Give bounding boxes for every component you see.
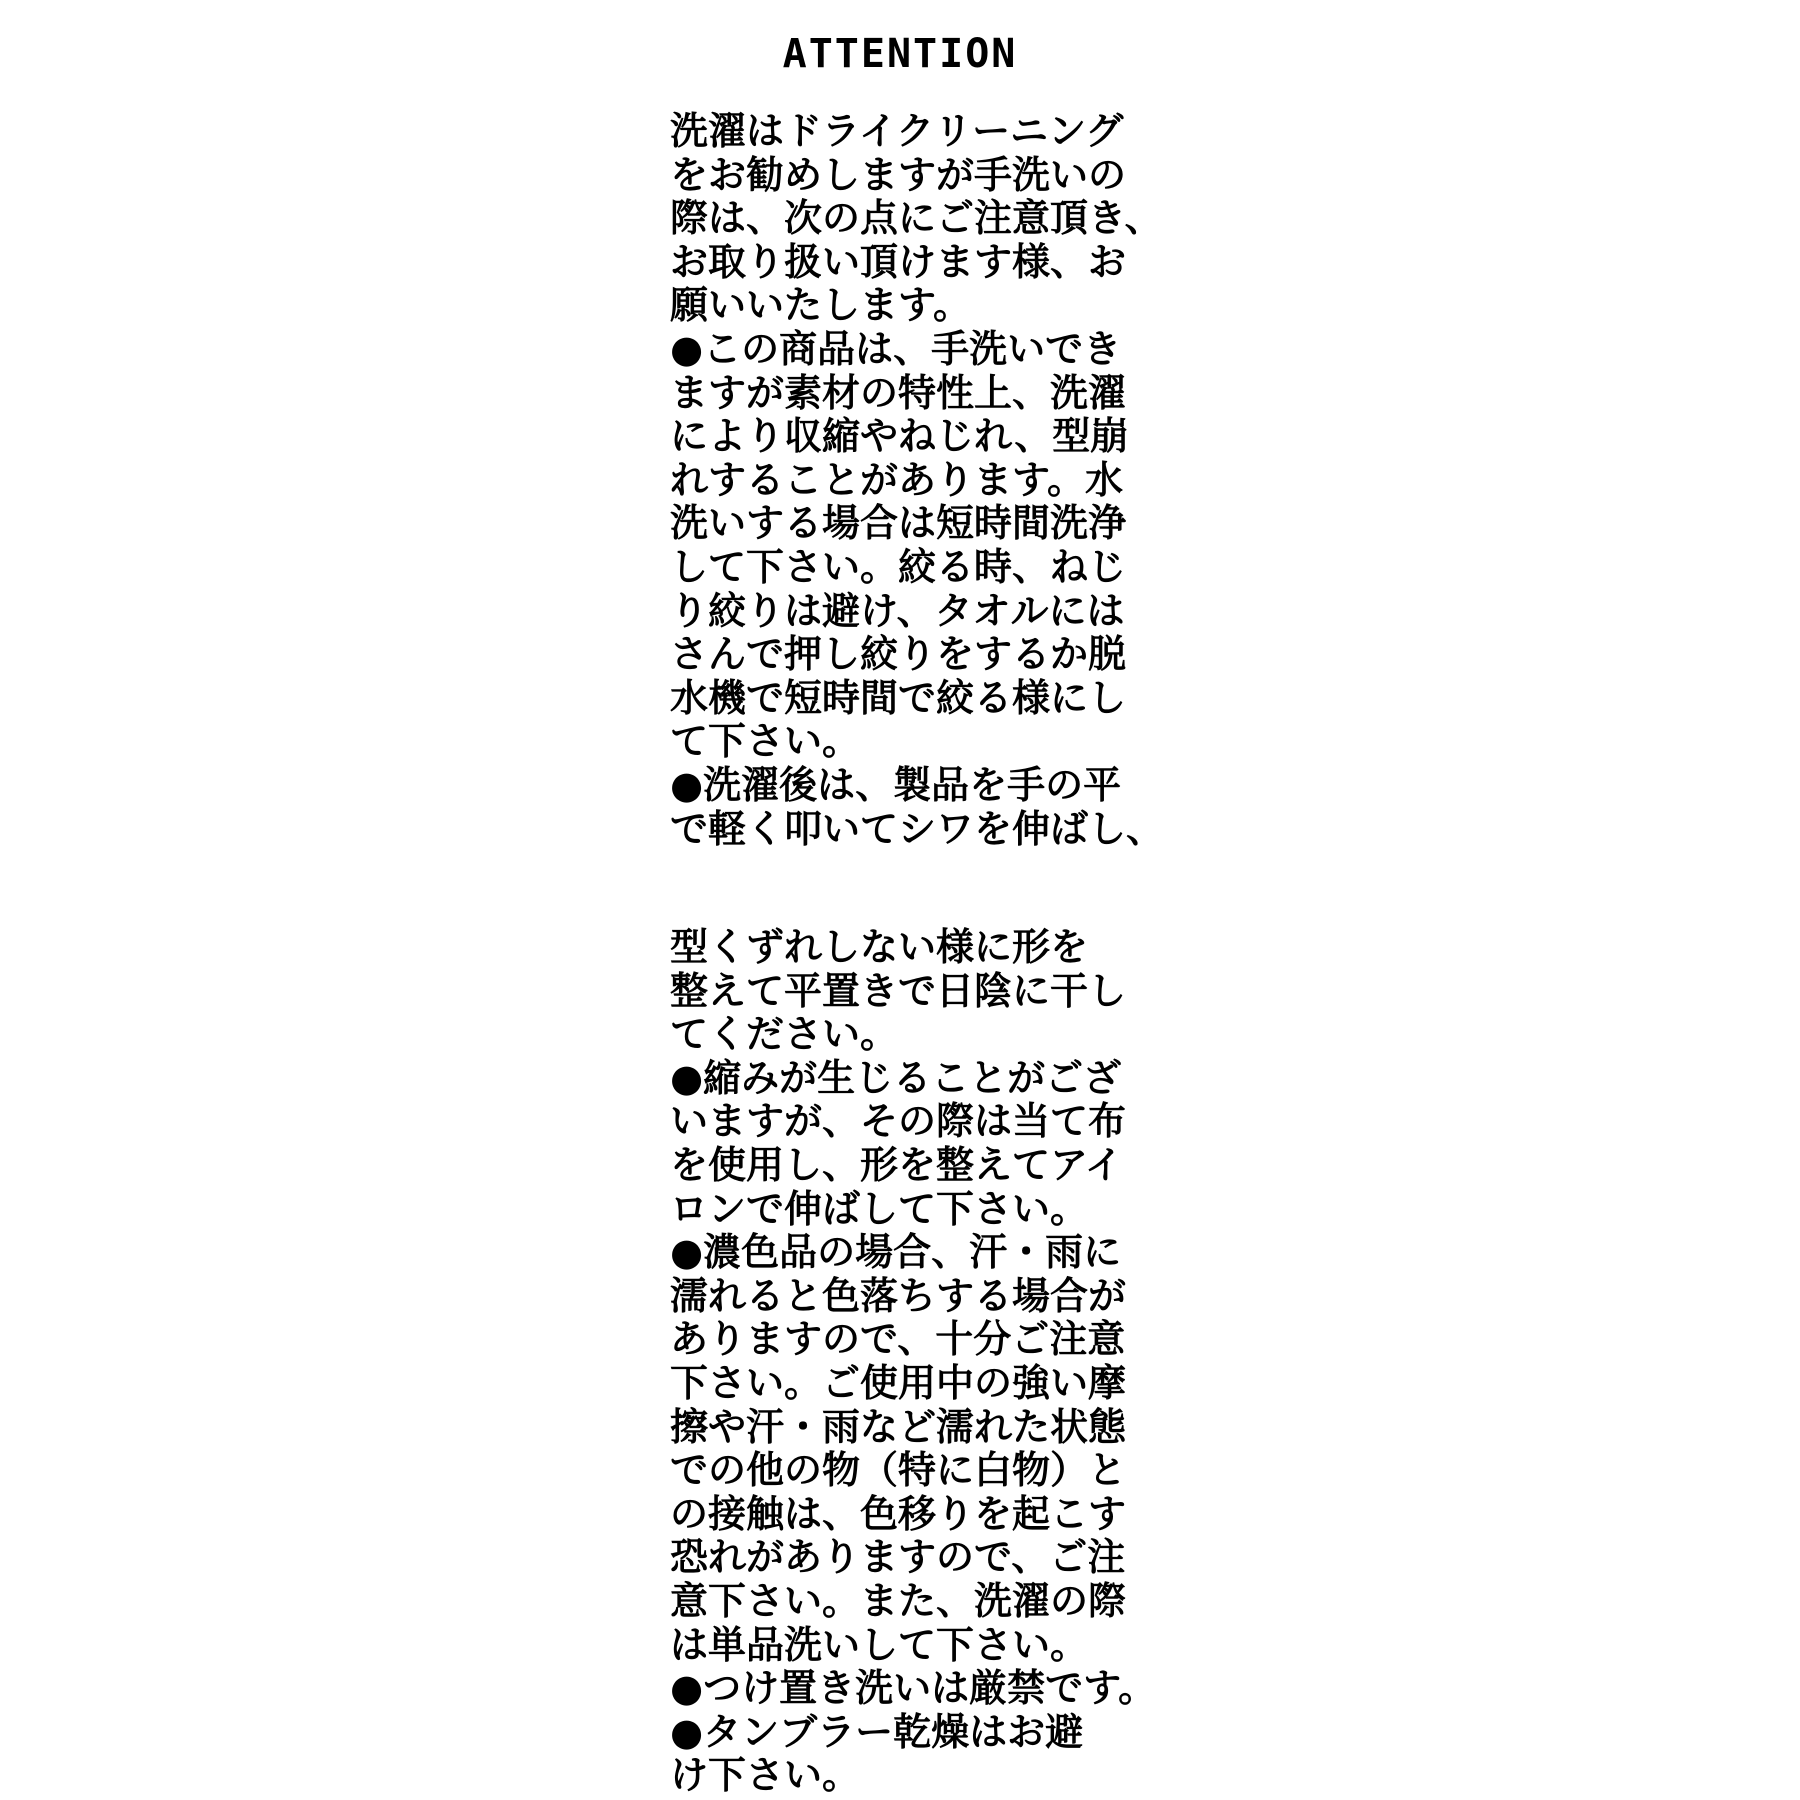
text-line: 恐れがありますので、ご注 [670, 1535, 1126, 1580]
text-line: 型くずれしない様に形を [670, 925, 1089, 969]
text-line: ●この商品は、手洗いでき [670, 326, 1122, 371]
text-line: ●濃色品の場合、汗・雨に [670, 1230, 1122, 1275]
text-line: 水機で短時間で絞る様にし [670, 675, 1127, 720]
text-line: 濡れると色落ちする場合が [670, 1273, 1127, 1318]
text-line: ロンで伸ばして下さい。 [670, 1186, 1089, 1231]
text-line: での他の物（特に白物）と [670, 1448, 1127, 1493]
text-line: て下さい。 [670, 719, 861, 764]
text-line: で軽く叩いてシワを伸ばし、 [670, 806, 1165, 851]
text-line: ●タンブラー乾燥はお避 [670, 1709, 1084, 1754]
text-line: り絞りは避け、タオルには [670, 588, 1125, 633]
text-line: 下さい。ご使用中の強い摩 [670, 1360, 1127, 1405]
text-line: をお勧めしますが手洗いの [670, 152, 1127, 197]
text-line: 擦や汗・雨など濡れた状態 [670, 1404, 1127, 1449]
text-line: ●つけ置き洗いは厳禁です。 [670, 1666, 1157, 1711]
text-line: して下さい。絞る時、ねじ [670, 544, 1127, 589]
text-line: お取り扱い頂けます様、お [670, 239, 1127, 284]
text-line: により収縮やねじれ、型崩 [670, 414, 1129, 459]
text-line: 整えて平置きで日陰に干し [670, 968, 1127, 1013]
text-line: け下さい。 [670, 1753, 861, 1798]
text-line: いますが、その際は当て布 [670, 1099, 1127, 1144]
care-instructions-block-1 [670, 110, 1164, 851]
text-line: れすることがあります。水 [670, 457, 1123, 502]
text-line: 際は、次の点にご注意頂き、 [670, 196, 1163, 241]
text-line: さんで押し絞りをするか脱 [670, 632, 1127, 677]
text-line: ありますので、十分ご注意 [670, 1317, 1126, 1362]
text-line: 洗濯はドライクリーニング [670, 109, 1124, 153]
text-line: ●洗濯後は、製品を手の平 [670, 762, 1122, 807]
text-line: 意下さい。また、洗濯の際 [670, 1578, 1127, 1623]
attention-title: ATTENTION [782, 31, 1018, 77]
text-line: 願いいたします。 [670, 283, 971, 328]
care-instructions-block-2 [670, 926, 1156, 1798]
text-line: を使用し、形を整えてアイ [670, 1142, 1123, 1187]
text-line: の接触は、色移りを起こす [670, 1491, 1127, 1536]
text-line: ●縮みが生じることがござ [670, 1055, 1122, 1100]
text-line: は単品洗いして下さい。 [670, 1622, 1089, 1667]
text-line: 洗いする場合は短時間洗浄 [670, 501, 1127, 546]
text-line: ますが素材の特性上、洗濯 [670, 370, 1127, 415]
text-line: てください。 [670, 1012, 899, 1057]
